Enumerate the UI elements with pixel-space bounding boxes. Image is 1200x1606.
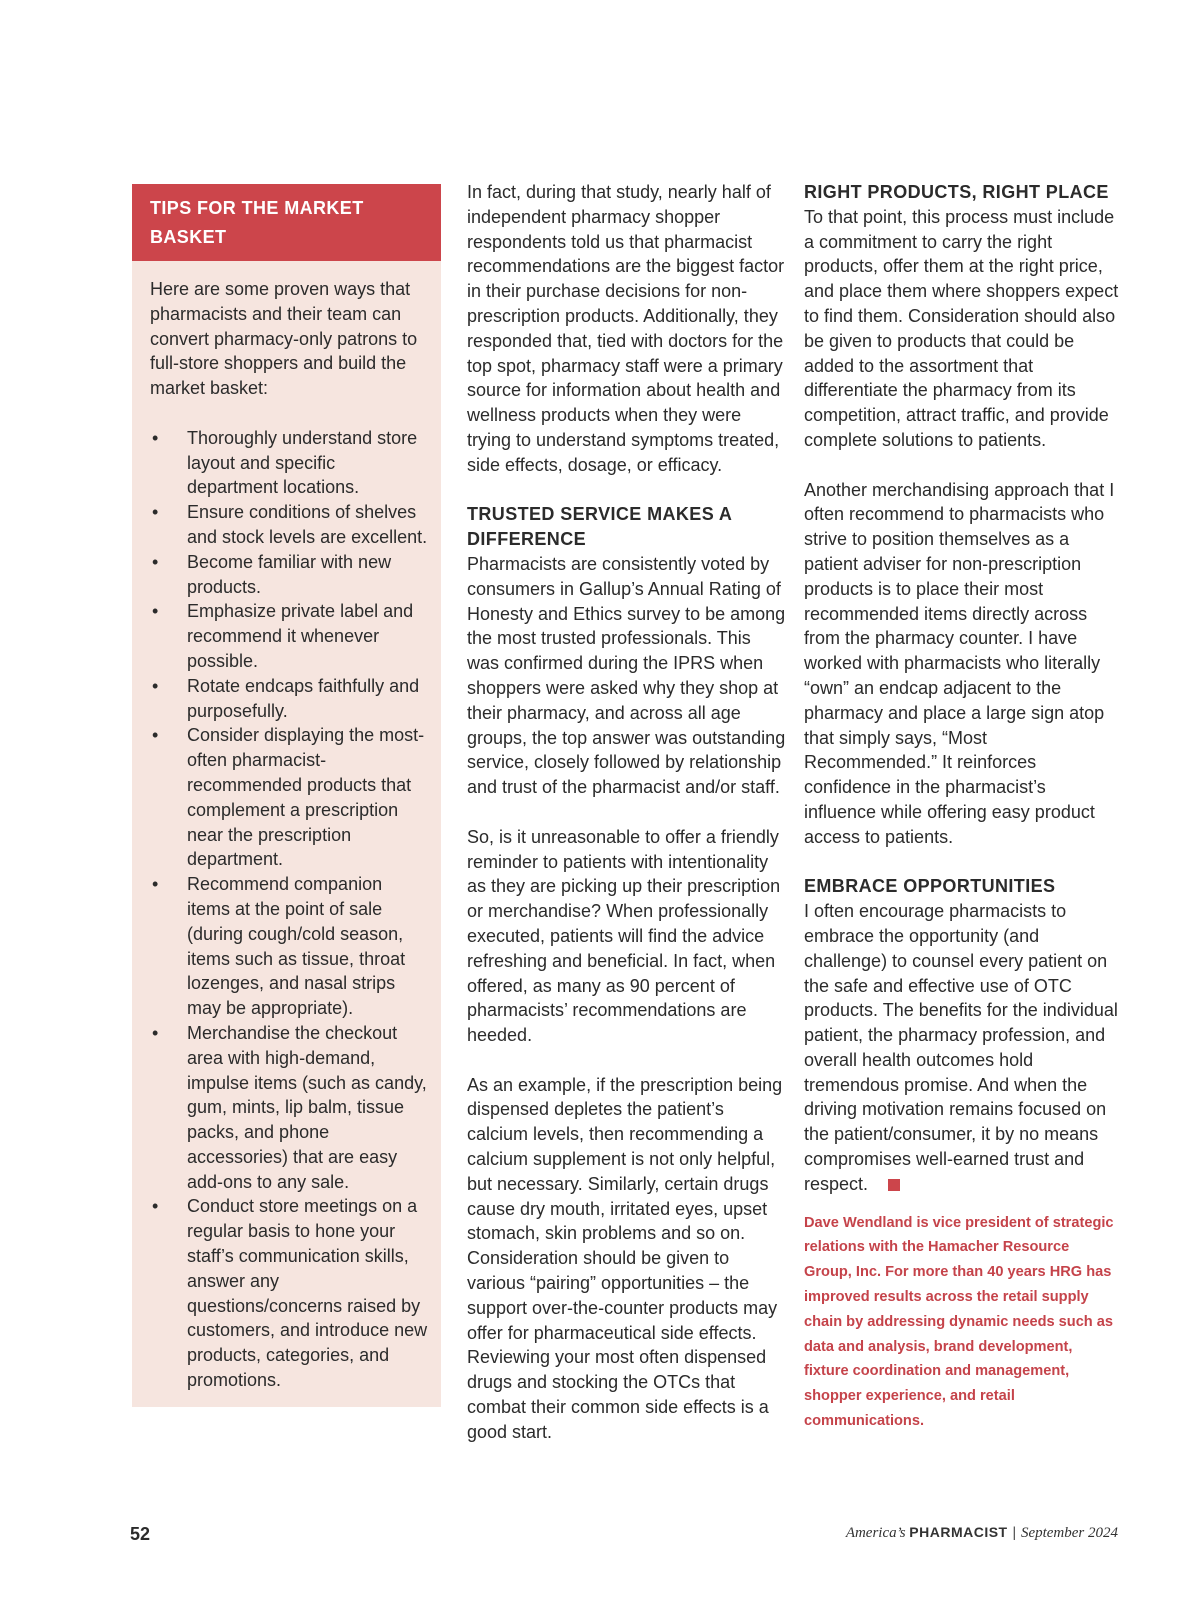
tips-sidebar <box>132 184 441 1407</box>
sidebar-intro: Here are some proven ways that pharmacists and their team can convert pharmacy-only patrons to full-store shoppers and build the market basket: <box>150 279 418 399</box>
sidebar-title: TIPS FOR THE MARKET BASKET <box>132 184 441 261</box>
magazine-footer <box>846 1524 1118 1542</box>
bullet-icon: • <box>152 725 159 746</box>
bullet-icon: • <box>152 427 159 448</box>
end-of-article-square-icon <box>888 1179 900 1191</box>
bullet-icon: • <box>152 601 159 622</box>
bullet-icon: • <box>152 675 159 696</box>
tip-item <box>132 550 441 600</box>
magazine-prefix: America’s <box>845 1525 906 1541</box>
tip-item <box>132 872 441 1021</box>
footer-separator: | <box>1012 1525 1016 1541</box>
tips-list <box>132 426 441 1393</box>
tip-text: Thoroughly understand store layout and specific department locations. <box>187 427 418 498</box>
magazine-name: PHARMACIST <box>909 1524 1008 1540</box>
section-heading-trusted-service: TRUSTED SERVICE MAKES A DIFFERENCE <box>467 504 732 550</box>
tip-item <box>132 500 441 550</box>
body-paragraph: Another merchandising approach that I often recommend to pharmacists who strive to position themselves as a patient adviser for non-prescription products is to place their most recommended items directly across from the pharmacy counter. I have worked with pharmacists who literally “own” an endcap adjacent to the pharmacy and place a large sign atop that simply says, “Most Recommended.” It reinforces confidence in the pharmacist’s influence while offering easy product access to patients. <box>804 479 1115 847</box>
tip-text: Merchandise the checkout area with high-demand, impulse items (such as candy, gum, mints, lip balm, tissue packs, and phone accessories) that are easy add-ons to any sale. <box>187 1022 427 1192</box>
section-heading-right-products: RIGHT PRODUCTS, RIGHT PLACE <box>804 182 1109 202</box>
tip-text: Consider displaying the most-often pharmacist-recommended products that complement a prescription near the prescription department. <box>187 725 425 870</box>
tip-text: Rotate endcaps faithfully and purposefully. <box>187 675 420 721</box>
tip-item <box>132 1021 441 1195</box>
section-heading-embrace-opportunities: EMBRACE OPPORTUNITIES <box>804 876 1056 897</box>
body-paragraph-final <box>804 899 1120 1197</box>
article-column-3 <box>804 180 1120 1434</box>
tip-item <box>132 674 441 724</box>
bullet-icon: • <box>152 1196 159 1217</box>
issue-date: September 2024 <box>1020 1525 1118 1541</box>
body-paragraph: Pharmacists are consistently voted by consumers in Gallup’s Annual Rating of Honesty and Ethics survey to be among the most trusted professionals. This was confirmed during the IPRS when shoppers were asked why they shop at their pharmacy, and across all age groups, the top answer was outstanding service, closely followed by relationship and trust of the pharmacist and/or staff. <box>467 553 786 798</box>
final-paragraph-text: I often encourage pharmacists to embrace the opportunity (and challenge) to counsel every patient on the safe and effective use of OTC products. The benefits for the individual patient, the pharmacy profession, and overall health outcomes hold tremendous promise. And when the driving motivation remains focused on the patient/consumer, it by no means compromises well-earned trust and respect. <box>804 901 1118 1194</box>
bullet-icon: • <box>152 874 159 895</box>
bullet-icon: • <box>152 551 159 572</box>
author-bio: Dave Wendland is vice president of strategic relations with the Hamacher Resource Group, Inc. For more than 40 years HRG has improved results across the retail supply chain by addressing dynamic needs such as data and analysis, brand development, fixture coordination and management, shopper experience, and retail communications. <box>804 1214 1114 1430</box>
tip-text: Ensure conditions of shelves and stock levels are excellent. <box>187 502 428 547</box>
tip-item <box>132 599 441 673</box>
body-paragraph: In fact, during that study, nearly half of independent pharmacy shopper respondents told us that pharmacist recommendations are the biggest factor in their purchase decisions for non-prescription products. Additionally, they responded that, tied with doctors for the top spot, pharmacy staff were a primary source for information about health and wellness products when they were trying to understand symptoms treated, side effects, dosage, or efficacy. <box>467 182 785 475</box>
tip-item <box>132 426 441 500</box>
tip-text: Conduct store meetings on a regular basis to hone your staff’s communication skills, answer any questions/concerns raised by customers, and introduce new products, categories, and promotions. <box>187 1196 428 1391</box>
tip-text: Become familiar with new products. <box>187 551 392 597</box>
body-paragraph: To that point, this process must include a commitment to carry the right products, offer them at the right price, and place them where shoppers expect to find them. Consideration should also be given to products that could be added to the assortment that differentiate the pharmacy from its competition, attract traffic, and provide complete solutions to patients. <box>804 206 1119 450</box>
tip-text: Recommend companion items at the point of sale (during cough/cold season, items such as tissue, throat lozenges, and nasal strips may be appropriate). <box>187 874 406 1019</box>
tip-item <box>132 723 441 872</box>
body-paragraph: As an example, if the prescription being dispensed depletes the patient’s calcium levels, then recommending a calcium supplement is not only helpful, but necessary. Similarly, certain drugs cause dry mouth, irritated eyes, upset stomach, skin problems and so on. Consideration should be given to various “pairing” opportunities – the support over-the-counter products may offer for pharmaceutical side effects. Reviewing your most often dispensed drugs and stocking the OTCs that combat their common side effects is a good start. <box>467 1074 783 1442</box>
article-column-2 <box>467 180 787 1469</box>
body-paragraph: So, is it unreasonable to offer a friendly reminder to patients with intentionality as they are picking up their prescription or merchandise? When professionally executed, patients will find the advice refreshing and beneficial. In fact, when offered, as many as 90 percent of pharmacists’ recommendations are heeded. <box>467 826 781 1046</box>
tip-text: Emphasize private label and recommend it whenever possible. <box>187 601 414 671</box>
bullet-icon: • <box>152 502 159 523</box>
tip-item <box>132 1194 441 1392</box>
page-number: 52 <box>130 1524 151 1544</box>
bullet-icon: • <box>152 1022 159 1043</box>
